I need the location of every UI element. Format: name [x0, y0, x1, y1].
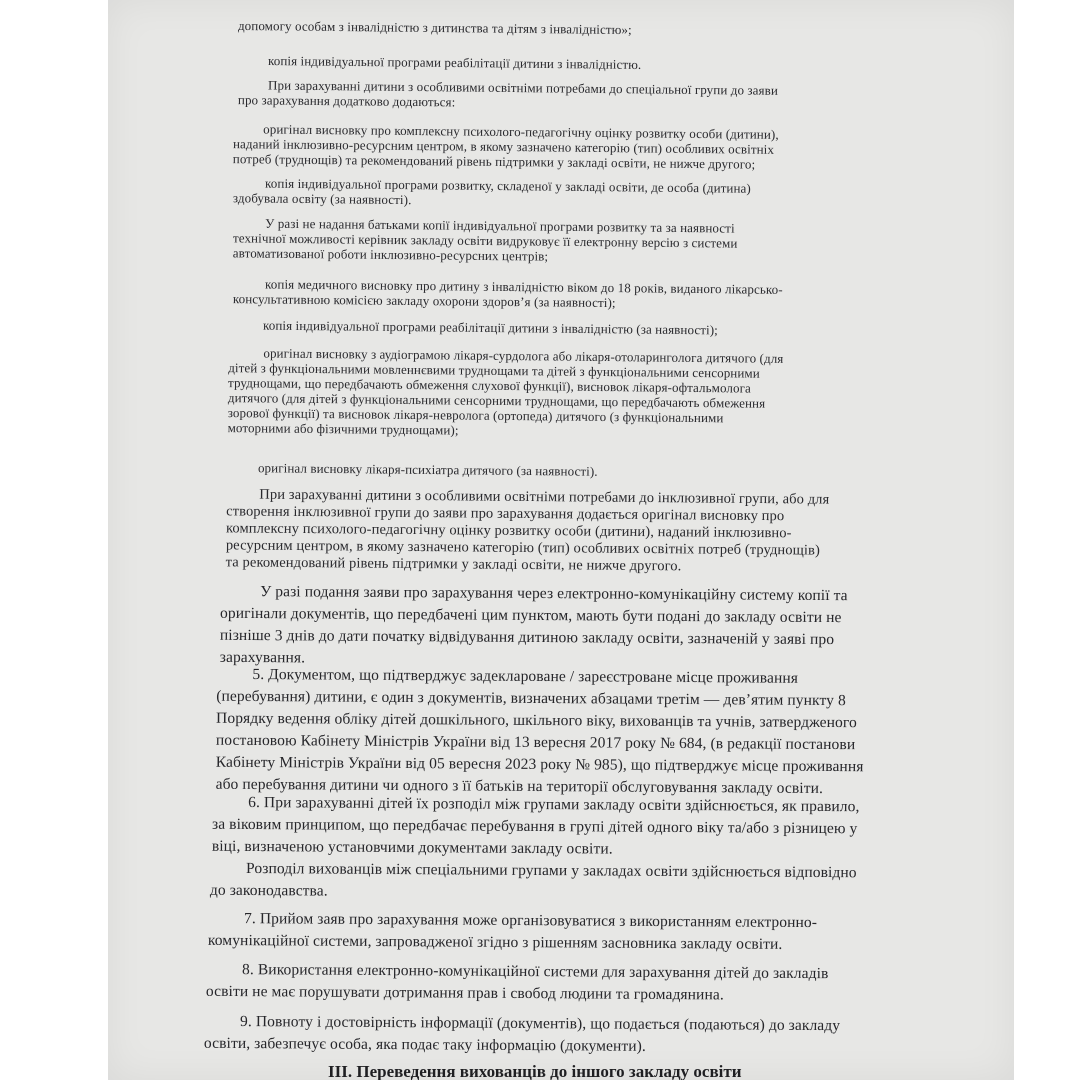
text-line: оригінали документів, що передбачені цим пунктом, мають бути подані до закладу освіти не [220, 604, 842, 627]
paragraph-medical-conclusion [233, 276, 783, 312]
text-line: У разі подання заяви про зарахування через електронно-комунікаційну систему копії та [260, 583, 848, 605]
text-line: труднощами, що передбачають обмеження слухової функції), висновок лікаря-офтальмолога [228, 375, 752, 396]
document-page [108, 0, 1014, 1080]
text-line: або перебування дитини чи одного з її батьків на території обслуговування закладу освіти. [215, 775, 824, 797]
text-line: автоматизованої роботи інклюзивно-ресурсних центрів; [232, 245, 549, 264]
text-line: Розподіл вихованців між спеціальними групами у закладах освіти здійснюється відповідно [246, 859, 857, 882]
text-line: моторними або фізичними труднощами); [227, 420, 459, 438]
text-line: комунікаційної системи, запровадженої згідно з рішенням засновника закладу освіти. [207, 931, 783, 953]
paragraph-special-groups-distribution [210, 858, 857, 907]
paragraph-development-program-copy [233, 175, 751, 210]
text-line: Порядку ведення обліку дітей дошкільного, шкільного віку, вихованців та учнів, затвердженого [216, 709, 857, 732]
paragraph-special-group-enrollment [238, 77, 778, 113]
text-line: оригінал висновку про комплексну психолого-педагогічну оцінку розвитку особи (дитини), [263, 121, 779, 142]
text-line: дітей з функціональними мовленнєвими труднощами та дітей з функціональними сенсорними [228, 360, 760, 381]
text-line: оригінал висновку лікаря-психіатра дитячого (за наявності). [257, 460, 598, 479]
text-line: 5. Документом, що підтверджує задеклароване / зареєстроване місце проживання [252, 665, 799, 687]
text-line: потреб (труднощів) та рекомендований рівень підтримки у закладі освіти, не нижче другого; [232, 151, 756, 172]
paragraph-item-8-rights [206, 959, 829, 1007]
text-line: зорової функції) та висновок лікаря-невролога (ортопеда) дитячого (з функціональними [227, 405, 724, 426]
text-line: 8. Використання електронно-комунікаційної системи для зарахування дітей до закладів [242, 961, 829, 983]
text-line: зарахування. [219, 648, 306, 667]
text-line: віці, визначеною установчими документами закладу освіти. [211, 837, 613, 858]
paragraph-rehab-program-copy [268, 53, 641, 72]
paragraph-psychiatrist-conclusion [258, 460, 598, 479]
text-line: копія індивідуальної програми реабілітації дитини з інвалідністю (за наявності); [262, 317, 719, 338]
paragraph-inclusive-group [226, 486, 830, 576]
paragraph-item-7-applications [208, 908, 817, 956]
text-line: до законодавства. [209, 881, 328, 900]
text-line: 7. Прийом заяв про зарахування може організовуватися з використанням електронно- [244, 910, 818, 932]
paragraph-item-5-residence [216, 664, 865, 801]
text-line: допомогу особам з інвалідністю з дитинства та дітям з інвалідністю»; [237, 17, 632, 38]
text-line: копія індивідуальної програми реабілітації дитини з інвалідністю. [267, 53, 642, 72]
paragraph-electronic-submission [220, 581, 848, 673]
text-line: пізніше 3 днів до дати початку відвідування дитиною закладу освіти, зазначеній у заяві про [219, 626, 835, 649]
text-line: комплексну психолого-педагогічну оцінку розвитку особи (дитини), наданий інклюзивно- [225, 520, 792, 542]
text-line: дитячого (для дітей з функціональними сенсорними труднощами, що передбачають обмеження [227, 390, 766, 411]
paragraph-irc-conclusion [233, 121, 779, 172]
section-heading: ІІІ. Переведення вихованців до іншого закладу освіти [328, 1062, 742, 1080]
text-line: При зарахуванні дитини з особливими освітніми потребами до інклюзивної групи, або для [259, 486, 830, 508]
text-line: Кабінету Міністрів України від 05 вересня 2023 року № 985), що підтверджує місце проживання [215, 753, 864, 776]
text-line: постановою Кабінету Міністрів України від 13 вересня 2017 року № 684, (в редакції постанови [215, 731, 856, 754]
text-line: консультативною комісією закладу охорони здоров’я (за наявності); [232, 291, 616, 311]
paragraph-item-9-completeness [204, 1011, 840, 1059]
paragraph-rehab-program-availability [263, 318, 718, 338]
paragraph-specialist-conclusions [228, 345, 784, 441]
text-line: наданий інклюзивно-ресурсним центром, в якому зазначено категорію (тип) особливих освітніх [232, 136, 775, 157]
text-line: за віковим принципом, що передбачає перебування в групі дітей одного віку та/або з різницею у [211, 815, 858, 838]
text-line: освіти не має порушувати дотримання прав і свобод людини та громадянина. [205, 982, 724, 1004]
text-line: 9. Повноту і достовірність інформації (документів), що подається (подаються) до закладу [240, 1013, 841, 1035]
text-line: оригінал висновку з аудіограмою лікаря-сурдолога або лікаря-отоларинголога дитячого (для [263, 345, 784, 366]
text-line: про зарахування додатково додаються: [237, 92, 456, 110]
text-line: (перебування) дитини, є один з документів, визначених абзацами третім — дев’ятим пункту 8 [216, 687, 846, 710]
text-line: здобувала освіту (за наявності). [232, 190, 412, 208]
text-line: технічної можливості керівник закладу освіти видруковує її електронну версію з системи [232, 230, 738, 251]
text-line: освіти, забезпечує особа, яка подає таку інформацію (документи). [203, 1034, 647, 1055]
text-line: 6. При зарахуванні дітей їх розподіл між групами закладу освіти здійснюється, як правило, [248, 793, 860, 816]
paragraph-item-6-distribution [212, 792, 860, 863]
text-line: створення інклюзивної групи до заяви про зарахування додається оригінал висновку про [226, 503, 785, 525]
paragraph-electronic-version [233, 215, 738, 265]
text-line: та рекомендований рівень підтримки у закладі освіти, не нижче другого. [225, 554, 682, 575]
text-line: копія індивідуальної програми розвитку, складеної у закладі освіти, де особа (дитина) [265, 175, 751, 196]
text-line: копія медичного висновку про дитину з інвалідністю віком до 18 років, виданого лікарсько- [265, 276, 783, 297]
text-line: При зарахуванні дитини з особливими освітніми потребами до спеціальної групи до заяви [268, 77, 779, 98]
paragraph-disability-assistance [238, 18, 632, 37]
text-line: ресурсним центром, в якому зазначено категорію (тип) особливих освітніх потреб (труднощів) [225, 537, 821, 559]
text-line: У разі не надання батьками копії індивідуальної програми розвитку та за наявності [265, 215, 735, 236]
